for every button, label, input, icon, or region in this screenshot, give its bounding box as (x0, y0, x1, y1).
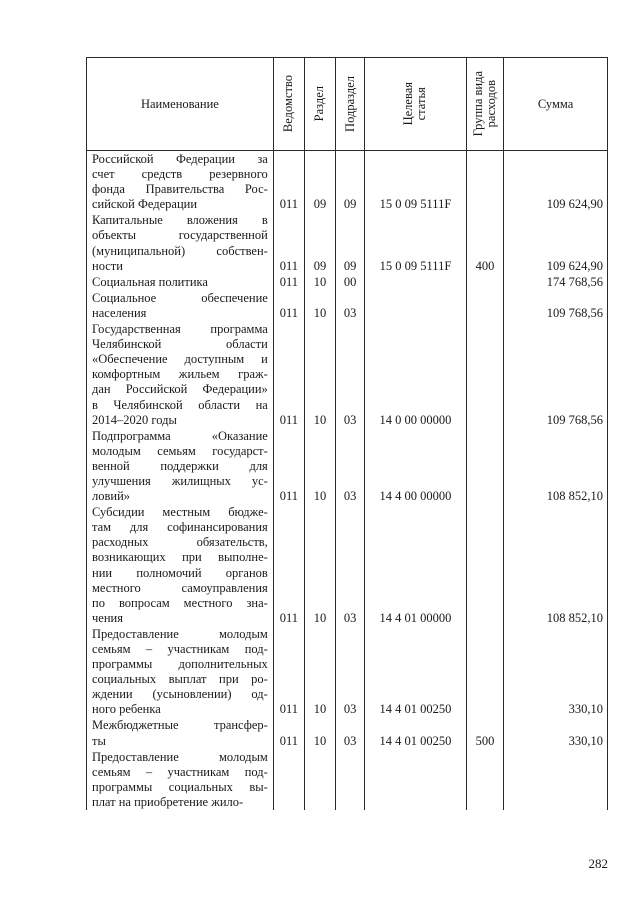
row-name-line: семьям – участникам под- (92, 764, 268, 779)
header-row (87, 58, 608, 151)
row-subsection-cell: 00 (336, 274, 365, 290)
table-row (87, 212, 608, 273)
row-dept-cell: 011 (273, 212, 304, 273)
row-subsection-cell: 03 (336, 428, 365, 504)
row-name-line: ности (92, 258, 123, 273)
row-name-line: Государственная программа (92, 322, 268, 337)
header-amount: Сумма (504, 58, 608, 151)
header-exp-group: Группа вида расходов (466, 58, 503, 151)
row-target-cell: 14 4 01 00250 (365, 717, 467, 748)
row-section-cell: 09 (304, 212, 335, 273)
header-dept: Ведомство (273, 58, 304, 151)
row-name-line: «Обеспечение доступным и (92, 352, 268, 367)
row-name-line: объекты государственной (92, 228, 268, 243)
table-row (87, 321, 608, 428)
row-subsection-cell: 03 (336, 717, 365, 748)
row-name-line: там для софинансирования (92, 520, 268, 535)
table-row (87, 626, 608, 718)
row-section-cell: 10 (304, 274, 335, 290)
row-name-line: Предоставление молодым (92, 626, 268, 641)
row-dept-cell: 011 (273, 290, 304, 321)
row-dept-cell: 011 (273, 428, 304, 504)
row-name-line: 2014–2020 годы (92, 412, 177, 427)
row-name-line: социальных выплат при ро- (92, 672, 268, 687)
row-target-cell: 14 4 01 00250 (365, 626, 467, 718)
row-exp-group-cell (466, 626, 503, 718)
row-section-cell: 10 (304, 321, 335, 428)
row-amount-cell: 109 624,90 (504, 212, 608, 273)
table-row (87, 504, 608, 626)
row-target-cell: 14 4 01 00000 (365, 504, 467, 626)
table-row (87, 749, 608, 810)
row-name-line: Капитальные вложения в (92, 213, 268, 228)
row-name-line: Челябинской области (92, 337, 268, 352)
row-dept-cell (273, 749, 304, 810)
table-row (87, 428, 608, 504)
row-name-line: улучшения жилищных ус- (92, 473, 268, 488)
table-row (87, 717, 608, 748)
table-row (87, 274, 608, 290)
row-target-cell (365, 290, 467, 321)
row-target-cell: 14 4 00 00000 (365, 428, 467, 504)
row-name-cell (87, 321, 274, 428)
row-name-line: ты (92, 733, 106, 748)
row-name-line: в Челябинской области на (92, 397, 268, 412)
row-name-line: Социальное обеспечение (92, 290, 268, 305)
row-name-cell (87, 717, 274, 748)
row-name-line: фонда Правительства Рос- (92, 182, 268, 197)
row-amount-cell: 109 624,90 (504, 151, 608, 213)
row-section-cell: 10 (304, 504, 335, 626)
row-dept-cell: 011 (273, 717, 304, 748)
row-name-line: молодым семьям государст- (92, 443, 268, 458)
row-name-line: Подпрограмма «Оказание (92, 428, 268, 443)
row-dept-cell: 011 (273, 274, 304, 290)
row-name-line: Предоставление молодым (92, 749, 268, 764)
row-amount-cell: 174 768,56 (504, 274, 608, 290)
row-name-cell (87, 504, 274, 626)
row-name-line: ловий» (92, 489, 131, 504)
row-name-line: ждении (усыновлении) од- (92, 687, 268, 702)
row-name-cell (87, 212, 274, 273)
row-section-cell: 10 (304, 290, 335, 321)
row-target-cell (365, 274, 467, 290)
row-name-cell (87, 749, 274, 810)
row-exp-group-cell (466, 321, 503, 428)
row-name-line: плат на приобретение жило- (92, 794, 244, 809)
row-name-cell (87, 151, 274, 213)
row-name-line: местного самоуправления (92, 580, 268, 595)
row-amount-cell: 109 768,56 (504, 290, 608, 321)
row-dept-cell: 011 (273, 626, 304, 718)
row-name-line: населения (92, 305, 147, 320)
row-name-line: счет средств резервного (92, 167, 268, 182)
row-name-line: по вопросам местного зна- (92, 595, 268, 610)
row-name-line: Субсидии местным бюдже- (92, 505, 268, 520)
row-section-cell (304, 749, 335, 810)
header-name: Наименование (87, 58, 274, 151)
header-section: Раздел (304, 58, 335, 151)
row-subsection-cell: 09 (336, 212, 365, 273)
row-name-line: комфортным жильем граж- (92, 367, 268, 382)
row-name-line: расходных обязательств, (92, 535, 268, 550)
budget-table (86, 57, 608, 810)
row-dept-cell: 011 (273, 504, 304, 626)
row-exp-group-cell (466, 151, 503, 213)
row-subsection-cell: 03 (336, 626, 365, 718)
row-exp-group-cell (466, 504, 503, 626)
row-subsection-cell: 03 (336, 504, 365, 626)
row-name-line: (муниципальной) собствен- (92, 243, 268, 258)
row-exp-group-cell (466, 428, 503, 504)
row-target-cell (365, 749, 467, 810)
row-name-line: ного ребенка (92, 702, 161, 717)
row-target-cell: 15 0 09 5111F (365, 151, 467, 213)
table-row (87, 151, 608, 213)
header-subsection: Подраздел (336, 58, 365, 151)
row-name-line: Социальная политика (92, 274, 208, 289)
row-amount-cell: 330,10 (504, 717, 608, 748)
row-dept-cell: 011 (273, 151, 304, 213)
row-subsection-cell (336, 749, 365, 810)
row-amount-cell: 109 768,56 (504, 321, 608, 428)
row-exp-group-cell (466, 274, 503, 290)
row-amount-cell: 330,10 (504, 626, 608, 718)
row-name-line: программы социальных вы- (92, 779, 268, 794)
row-target-cell: 15 0 09 5111F (365, 212, 467, 273)
row-dept-cell: 011 (273, 321, 304, 428)
row-name-cell (87, 626, 274, 718)
page-number: 282 (588, 856, 608, 871)
table-row (87, 290, 608, 321)
row-amount-cell: 108 852,10 (504, 428, 608, 504)
row-exp-group-cell (466, 749, 503, 810)
row-section-cell: 09 (304, 151, 335, 213)
row-name-cell (87, 274, 274, 290)
row-section-cell: 10 (304, 428, 335, 504)
row-exp-group-cell: 400 (466, 212, 503, 273)
table-body (87, 151, 608, 811)
row-subsection-cell: 03 (336, 321, 365, 428)
row-section-cell: 10 (304, 626, 335, 718)
row-name-line: возникающих при выполне- (92, 550, 268, 565)
row-exp-group-cell: 500 (466, 717, 503, 748)
row-name-line: венной поддержки для (92, 458, 268, 473)
row-name-line: сийской Федерации (92, 197, 198, 212)
row-name-cell (87, 428, 274, 504)
row-exp-group-cell (466, 290, 503, 321)
row-target-cell: 14 0 00 00000 (365, 321, 467, 428)
row-subsection-cell: 03 (336, 290, 365, 321)
row-name-line: Межбюджетные трансфер- (92, 718, 268, 733)
row-name-line: чения (92, 610, 123, 625)
budget-table-sheet (86, 57, 608, 845)
row-name-line: Российской Федерации за (92, 152, 268, 166)
row-subsection-cell: 09 (336, 151, 365, 213)
row-name-line: дан Российской Федерации» (92, 382, 268, 397)
row-name-line: программы дополнительных (92, 657, 268, 672)
row-name-line: семьям – участникам под- (92, 642, 268, 656)
header-target: Целевая статья (365, 58, 467, 151)
row-section-cell: 10 (304, 717, 335, 748)
row-amount-cell: 108 852,10 (504, 504, 608, 626)
row-amount-cell (504, 749, 608, 810)
row-name-line: нии полномочий органов (92, 565, 268, 580)
row-name-cell (87, 290, 274, 321)
